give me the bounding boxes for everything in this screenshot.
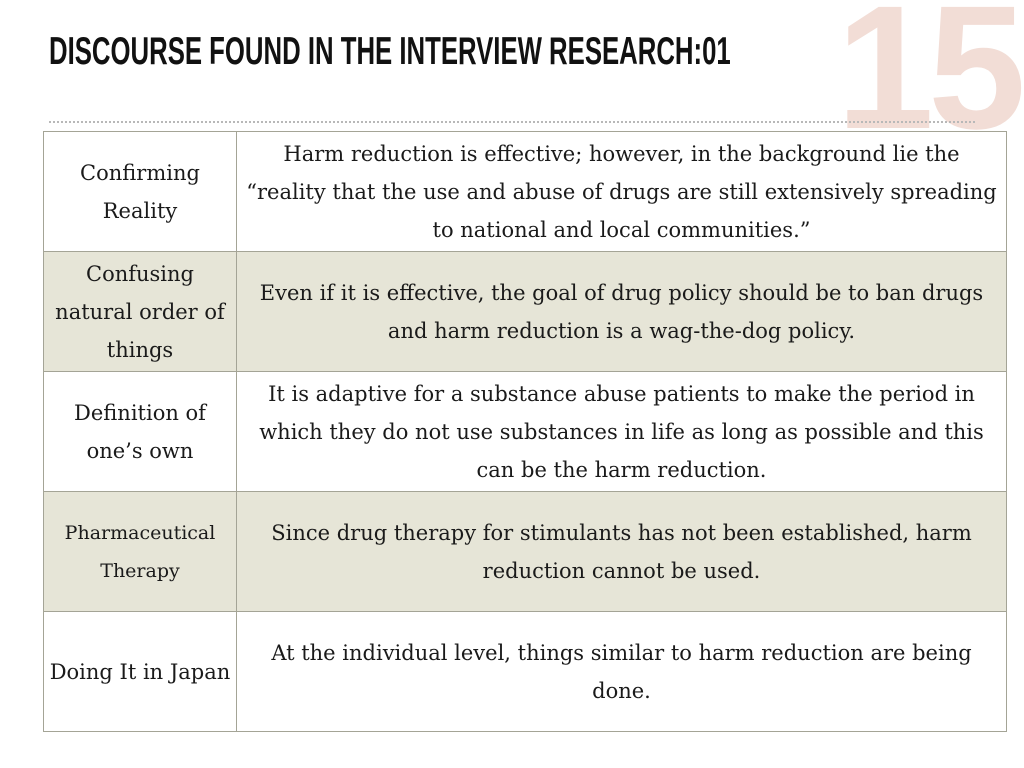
row-label: Doing It in Japan (44, 612, 237, 732)
row-label: Confirming Reality (44, 132, 237, 252)
dotted-divider (49, 121, 975, 123)
discourse-table (43, 131, 1007, 732)
table-row (44, 252, 1007, 372)
table-row (44, 372, 1007, 492)
table-row (44, 492, 1007, 612)
row-label: Definition of one’s own (44, 372, 237, 492)
table-row (44, 612, 1007, 732)
table-row (44, 132, 1007, 252)
row-description: At the individual level, things similar to harm reduction are being done. (237, 612, 1007, 732)
page-title: DISCOURSE FOUND IN THE INTERVIEW RESEARCH:01 (49, 30, 731, 73)
row-description: It is adaptive for a substance abuse patients to make the period in which they do not use substances in life as long as possible and this can be the harm reduction. (237, 372, 1007, 492)
row-label: Confusing natural order of things (44, 252, 237, 372)
slide-number: 15 (836, 0, 1020, 166)
row-description: Harm reduction is effective; however, in the background lie the “reality that the use and abuse of drugs are still extensively spreading to national and local communities.” (237, 132, 1007, 252)
row-description: Since drug therapy for stimulants has not been established, harm reduction cannot be used. (237, 492, 1007, 612)
row-description: Even if it is effective, the goal of drug policy should be to ban drugs and harm reduction is a wag-the-dog policy. (237, 252, 1007, 372)
row-label: Pharmaceutical Therapy (44, 492, 237, 612)
